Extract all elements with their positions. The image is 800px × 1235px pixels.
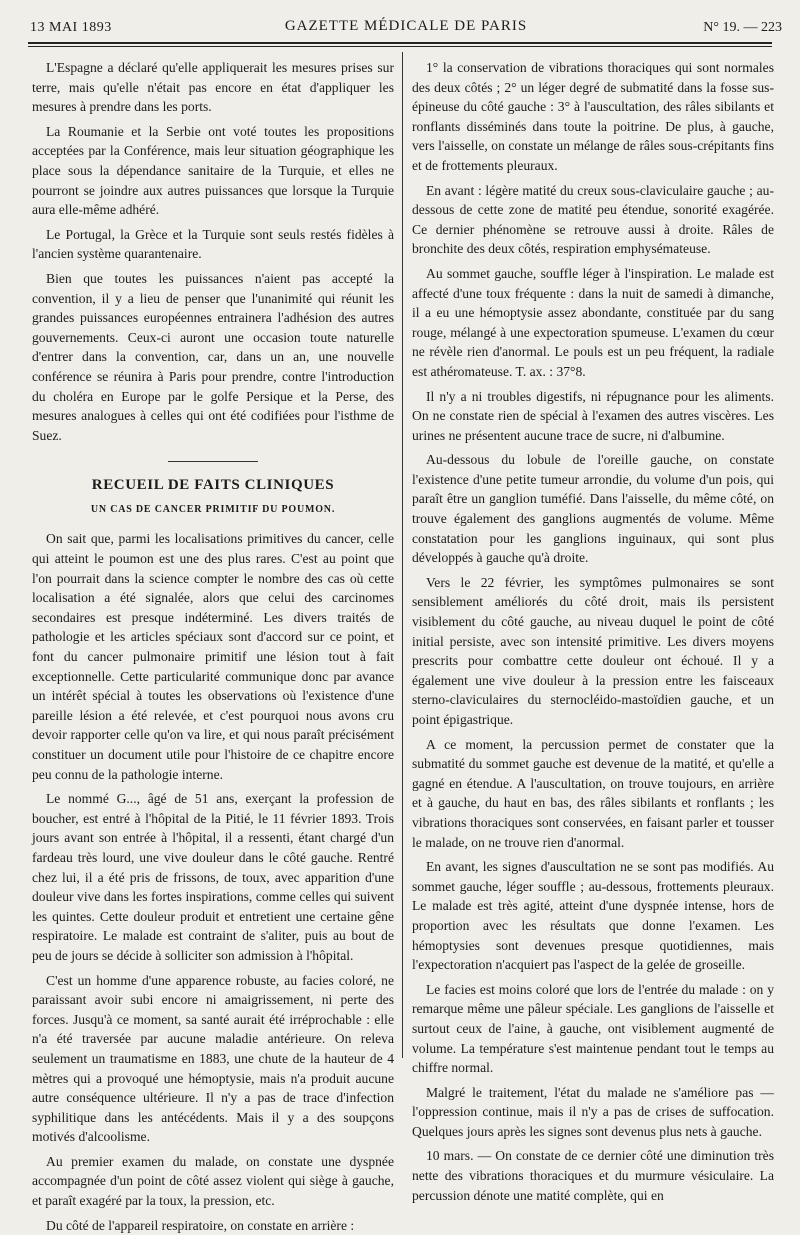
journal-title: GAZETTE MÉDICALE DE PARIS xyxy=(284,18,528,34)
left-column xyxy=(32,58,394,1233)
paragraph: A ce moment, la percussion permet de constater que la submatité du sommet gauche est devenue de la matité, et qu'elle a gagné en étendue. A l'auscultation, on trouve toujours, en arrière et à gauche, du haut en bas, des râles sibilants et ronflants ; les vibrations thoraciques sont conservées, en faisant parler et tousser le malade, on ne trouve rien d'anormal. xyxy=(412,736,774,850)
paragraph: Du côté de l'appareil respiratoire, on constate en arrière : xyxy=(46,1217,355,1233)
paragraph: Au sommet gauche, souffle léger à l'inspiration. Le malade est affecté d'une toux fréquente : dans la nuit de samedi à dimanche, il a eu une hémoptysie assez abondante, constituée par du sang rouge, mélangé à une expectoration spumeuse. L'examen du cœur ne révèle rien d'anormal. Le pouls est un peu fréquent, la radiale est athéromateuse. T. ax. : 37°8. xyxy=(412,265,774,379)
paragraph: En avant, les signes d'auscultation ne se sont pas modifiés. Au sommet gauche, léger souffle ; au-dessous, frottements pleuraux. Le malade est très agité, atteint d'une dyspnée intense, hors de proportion avec les résultats que donne l'examen. Les hémoptysies sont devenues presque quotidiennes, mais l'expectoration n'acquiert pas l'aspect de la gelée de groseille. xyxy=(412,859,774,973)
paragraph: Le nommé G..., âgé de 51 ans, exerçant la profession de boucher, est entré à l'hôpital de la Pitié, le 11 février 1893. Trois jours avant son entrée à l'hôpital, il a ressenti, étant chargé d'un fardeau très lourd, une vive douleur dans le côté gauche. Rentré chez lui, il a été pris de frissons, de toux, avec apparition d'une douleur vive dans les fortes inspirations, comme celles qui suivent les quintes. Cette douleur produit et entretient une certaine gêne respiratoire. Le malade est contraint de s'aliter, puis au bout de peu de jours se décide à solliciter son admission à l'hôpital. xyxy=(32,791,394,963)
section-title: RECUEIL DE FAITS CLINIQUES xyxy=(91,477,335,494)
paragraph: L'Espagne a déclaré qu'elle appliquerait les mesures prises sur terre, mais qu'elle n'était pas encore en état d'appliquer les mesures à prendre dans les ports. xyxy=(32,60,394,115)
paragraph: Le facies est moins coloré que lors de l'entrée du malade : on y remarque même une pâleur spéciale. Les ganglions de l'aisselle et surtout ceux de l'aine, à gauche, ont visiblement augmenté de volume. La température s'est maintenue pendant tout le temps au chiffre normal. xyxy=(412,981,774,1076)
paragraph: Il n'y a ni troubles digestifs, ni répugnance pour les aliments. On ne constate rien de spécial à l'examen des autres viscères. Les urines ne présentent aucune trace de sucre, ni d'albumine. xyxy=(412,388,774,443)
right-column xyxy=(412,58,774,1203)
section-separator xyxy=(168,461,258,462)
paragraph: Malgré le traitement, l'état du malade ne s'améliore pas — l'oppression continue, mais il n'y a pas de crises de suffocation. Quelques jours après les signes sont devenus plus nets à gauche. xyxy=(412,1084,774,1139)
paragraph: Le Portugal, la Grèce et la Turquie sont seuls restés fidèles à l'ancien système quarantenaire. xyxy=(32,226,394,262)
column-divider xyxy=(402,52,403,1058)
paragraph: C'est un homme d'une apparence robuste, au facies coloré, ne paraissant avoir subi encore ni amaigrissement, ni perte des forces. Jusqu'à ce moment, sa santé aurait été irréprochable : elle n'a été traversée par aucune maladie antérieure. On releva seulement un traumatisme en 1883, une chute de la hauteur de 4 mètres qui a provoqué une hémoptysie, mais n'a produit aucune autre conséquence ultérieure. Il n'y a pas de trace d'infection syphilitique dans les antécédents. Mais il y a des soupçons motivés d'alcoolisme. xyxy=(32,972,394,1145)
paragraph: 10 mars. — On constate de ce dernier côté une diminution très nette des vibrations thoraciques et du murmure vésiculaire. La percussion dénote une matité complète, qui en xyxy=(412,1148,774,1203)
paragraph: On sait que, parmi les localisations primitives du cancer, celle qui atteint le poumon est une des plus rares. C'est au point que l'on pourrait dans la science compter le nombre des cas où cette localisation a été signalée, alors que celui des carcinomes secondaires est presque indéterminé. Les divers traités de pathologie et les articles spéciaux sont d'accord sur ce point, et font du cancer pulmonaire primitif une lésion tout à fait exceptionnelle. Cette particularité communique donc par avance un intérêt spécial à toutes les observations où l'existence d'une pareille lésion a été relevée, et c'est pourquoi nous avons cru devoir rapporter celle qu'on va lire, et qui nous paraît précisément constituer un document utile pour l'histoire de ce chapitre encore peu connu de la pathologie interne. xyxy=(32,531,394,782)
article-title: UN CAS DE CANCER PRIMITIF DU POUMON. xyxy=(90,503,336,515)
paragraph: 1° la conservation de vibrations thoraciques qui sont normales des deux côtés ; 2° un léger degré de submatité dans la fosse sus-épineuse du côté gauche : 3° à l'auscultation, des râles sibilants et ronflants disséminés dans toute la poitrine. De plus, à gauche, vers l'aisselle, on constate un mélange de râles sous-crépitants fins et de frottements pleuraux. xyxy=(412,60,774,173)
paragraph: Bien que toutes les puissances n'aient pas accepté la convention, il y a lieu de penser que l'unanimité qui réunit les grandes puissances européennes entrainera l'adhésion des autres gouvernements. Ceux-ci auront une occasion toute naturelle d'entrer dans la convention, car, dans un an, une nouvelle conférence se réunira à Paris pour prendre, contre l'introduction du choléra en Europe par le golfe Persique et la Perse, des mesures analogues à celles qui ont été codifiées pour l'isthme de Suez. xyxy=(32,270,394,443)
paragraph: Vers le 22 février, les symptômes pulmonaires se sont sensiblement améliorés du côté droit, mais ils persistent visiblement du côté gauche, au niveau duquel le point de côté initial persiste, avec son intensité primitive. Les divers moyens prescrits pour combattre cette douleur ont échoué. Il y a également une vive douleur à la pression entre les faisceaux sterno-claviculaires du sternocléido-mastoïdien gauche, et un point épigastrique. xyxy=(412,574,774,727)
page-header xyxy=(28,14,784,40)
paragraph: La Roumanie et la Serbie ont voté toutes les propositions acceptées par la Conférence, mais leur situation géographique les place sous la dépendance sanitaire de la Turquie, et elles ne pourront se joindre aux autres puissances que lorsque la Turquie aura elle-même adhéré. xyxy=(32,123,394,218)
paragraph: En avant : légère matité du creux sous-claviculaire gauche ; au-dessous de cette zone de matité peu étendue, sonorité exagérée. Ce dernier phénomène se retrouve aussi à droite. Râles de bronchite des deux côtés, respiration emphysémateuse. xyxy=(412,182,774,257)
issue-page-number: N° 19. — 223 xyxy=(703,20,782,35)
paragraph: Au-dessous du lobule de l'oreille gauche, on constate l'existence d'une petite tumeur arrondie, du volume d'un pois, qui paraît être un ganglion tuméfié. Dans l'aisselle, du même côté, on trouve également des ganglions augmentés de volume. Même constatation pour les ganglions inguinaux, qui sont plus développés à gauche qu'à droite. xyxy=(412,452,774,566)
header-rule xyxy=(28,42,772,47)
issue-date: 13 MAI 1893 xyxy=(30,20,112,35)
paragraph: Au premier examen du malade, on constate une dyspnée accompagnée d'un point de côté assez violent qui siège à gauche, et paraît exagéré par la toux, la pression, etc. xyxy=(32,1153,394,1209)
